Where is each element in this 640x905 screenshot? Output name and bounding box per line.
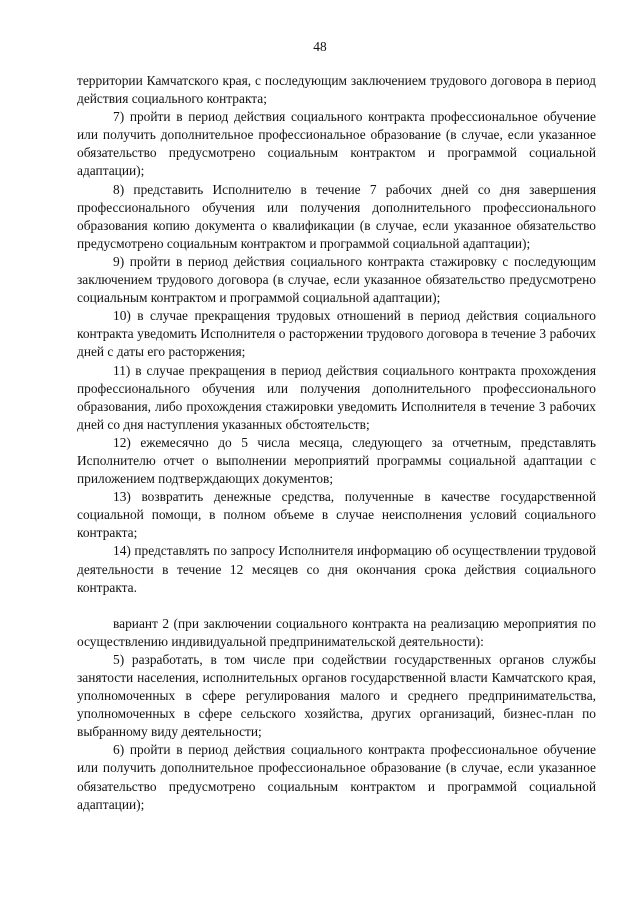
paragraph-block-variant-2 xyxy=(77,615,596,814)
paragraph: 13) возвратить денежные средства, полученные в качестве государственной социальной помощи, в полном объеме в случае неисполнения условий социального контракта; xyxy=(77,489,596,541)
section-gap xyxy=(77,597,596,615)
paragraph: 6) пройти в период действия социального контракта профессиональное обучение или получить дополнительное профессиональное образование (в случае, если указанное обязательство предусмотрено социальным контрактом и программой социальной адаптации); xyxy=(77,742,596,812)
paragraph: 9) пройти в период действия социального контракта стажировку с последующим заключением трудового договора (в случае, если указанное обязательство предусмотрено социальным контрактом и программой социальной адаптации); xyxy=(77,253,596,306)
paragraph: 12) ежемесячно до 5 числа месяца, следующего за отчетным, представлять Исполнителю отчет о выполнении мероприятий программы социальной адаптации с приложением подтверждающих документов; xyxy=(77,434,596,487)
paragraph: 11) в случае прекращения в период действия социального контракта прохождения профессионального обучения или получения дополнительного профессионального образования, либо прохождения стажировки уведомить Исполнителя в течение 3 рабочих дней со дня наступления указанных обстоятельств; xyxy=(77,362,596,432)
paragraph: территории Камчатского края, с последующим заключением трудового договора в период действия социального контракта; xyxy=(77,73,596,107)
paragraph: 10) в случае прекращения трудовых отношений в период действия социального контракта уведомить Исполнителя о расторжении трудового договора в течение 3 рабочих дней с даты его расторжения; xyxy=(77,308,596,360)
paragraph: 7) пройти в период действия социального контракта профессиональное обучение или получить дополнительное профессиональное образование (в случае, если указанное обязательство предусмотрено социальным контрактом и программой социальной адаптации); xyxy=(77,109,596,179)
paragraph: 8) представить Исполнителю в течение 7 рабочих дней со дня завершения профессионального обучения или получения дополнительного профессионального образования копию документа о квалификации (в случае, если указанное обязательство предусмотрено социальным контрактом и программой социальной адаптации); xyxy=(77,181,596,251)
page-number: 48 xyxy=(313,39,327,54)
document-body xyxy=(77,72,596,814)
paragraph: 5) разработать, в том числе при содействии государственных органов службы занятости населения, исполнительных органов государственной власти Камчатского края, уполномоченных в сфере регулирования малого и среднего предпринимательства, уполномоченных в сфере сельского хозяйства, других организаций, бизнес-план по выбранному виду деятельности; xyxy=(77,651,596,740)
paragraph: вариант 2 (при заключении социального контракта на реализацию мероприятия по осуществлению индивидуальной предпринимательской деятельности): xyxy=(77,615,596,649)
paragraph-block-variant-1 xyxy=(77,72,596,597)
paragraph: 14) представлять по запросу Исполнителя информацию об осуществлении трудовой деятельности в течение 12 месяцев со дня окончания срока действия социального контракта. xyxy=(77,543,596,595)
